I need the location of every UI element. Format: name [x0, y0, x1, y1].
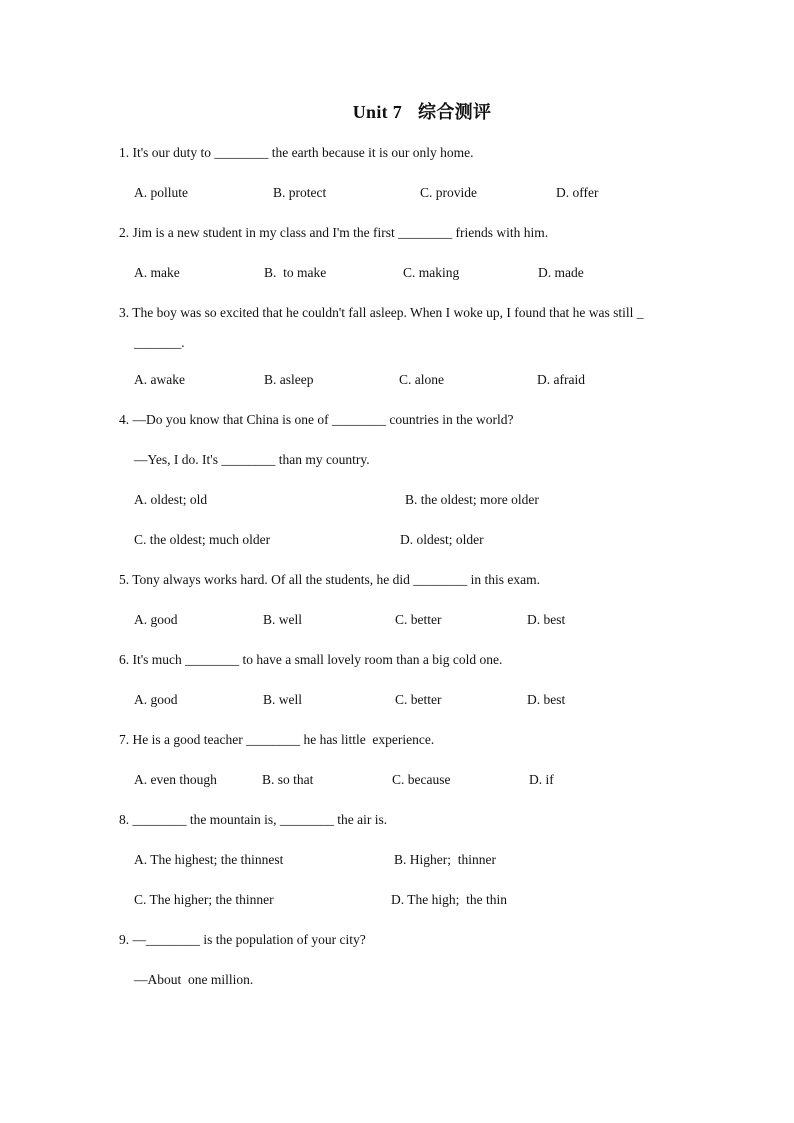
question-3-option-c: C. alone	[399, 372, 444, 387]
question-2-option-a: A. make	[134, 265, 180, 280]
question-8-option-a: A. The highest; the thinnest	[134, 852, 284, 867]
question-5-option-b: B. well	[263, 612, 302, 627]
question-6-option-c: C. better	[395, 692, 442, 707]
question-8-stem: 8. ________ the mountain is, ________ the air is.	[119, 812, 388, 827]
question-7-option-d: D. if	[529, 772, 554, 787]
unit-label: Unit 7	[352, 102, 403, 122]
question-3-option-d: D. afraid	[537, 372, 585, 387]
question-2-stem: 2. Jim is a new student in my class and I'm the first ________ friends with him.	[119, 225, 549, 240]
question-3-option-b: B. asleep	[264, 372, 314, 387]
question-8-option-c: C. The higher; the thinner	[134, 892, 274, 907]
question-3-stem: 3. The boy was so excited that he couldn't fall asleep. When I woke up, I found that he was still _	[119, 305, 644, 320]
question-2-option-c: C. making	[403, 265, 460, 280]
question-3-stem-continued: _______.	[134, 335, 185, 350]
question-6-option-d: D. best	[527, 692, 566, 707]
question-3-option-a: A. awake	[134, 372, 185, 387]
question-4-option-b: B. the oldest; more older	[405, 492, 539, 507]
question-5-option-c: C. better	[395, 612, 442, 627]
question-9-stem-continued: —About one million.	[134, 972, 254, 987]
question-4-option-a: A. oldest; old	[134, 492, 208, 507]
question-7-option-c: C. because	[392, 772, 451, 787]
question-1-option-b: B. protect	[273, 185, 327, 200]
question-9-stem: 9. —________ is the population of your city?	[119, 932, 366, 947]
question-8-option-d: D. The high; the thin	[391, 892, 507, 907]
question-7-option-b: B. so that	[262, 772, 314, 787]
question-7-stem: 7. He is a good teacher ________ he has little experience.	[119, 732, 435, 747]
question-2-option-b: B. to make	[264, 265, 327, 280]
question-6-option-a: A. good	[134, 692, 178, 707]
question-5-option-a: A. good	[134, 612, 178, 627]
question-4-option-c: C. the oldest; much older	[134, 532, 271, 547]
question-4-stem-continued: —Yes, I do. It's ________ than my country.	[134, 452, 370, 467]
question-7-option-a: A. even though	[134, 772, 217, 787]
question-5-stem: 5. Tony always works hard. Of all the students, he did ________ in this exam.	[119, 572, 540, 587]
question-8-option-b: B. Higher; thinner	[394, 852, 496, 867]
question-1-option-a: A. pollute	[134, 185, 188, 200]
question-5-option-d: D. best	[527, 612, 566, 627]
question-4-stem: 4. —Do you know that China is one of ________ countries in the world?	[119, 412, 514, 427]
question-1-option-d: D. offer	[556, 185, 599, 200]
question-4-option-d: D. oldest; older	[400, 532, 484, 547]
question-2-option-d: D. made	[538, 265, 584, 280]
subtitle-label: 综合测评	[418, 102, 492, 122]
question-6-option-b: B. well	[263, 692, 302, 707]
page-title	[0, 98, 794, 124]
question-6-stem: 6. It's much ________ to have a small lovely room than a big cold one.	[119, 652, 503, 667]
question-1-stem: 1. It's our duty to ________ the earth because it is our only home.	[119, 145, 474, 160]
question-1-option-c: C. provide	[420, 185, 477, 200]
